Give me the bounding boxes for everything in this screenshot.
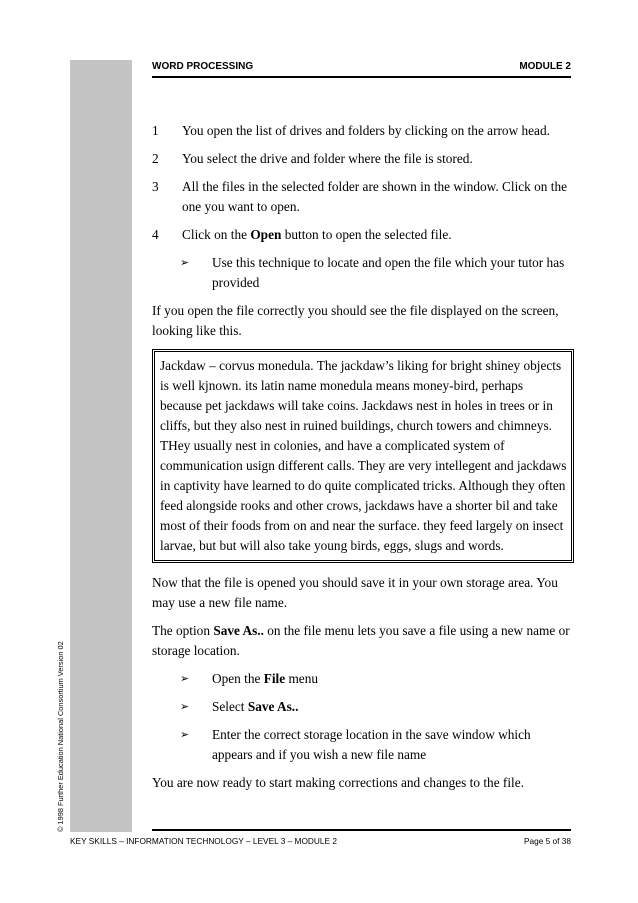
copyright-notice: © 1998 Further Education National Consortium Version 02 [56, 641, 65, 832]
step-item [152, 225, 572, 245]
arrow-bullet-icon: ➢ [180, 672, 190, 685]
save-as-pre: The option [152, 623, 214, 638]
open-button-ref: Open [250, 227, 282, 242]
step-item [152, 149, 572, 169]
step-text: You select the drive and folder where the file is stored. [182, 151, 473, 166]
side-bar [70, 60, 132, 832]
file-menu-ref: File [263, 671, 286, 686]
footer-rule [152, 829, 571, 831]
save-as-menu-ref: Save As.. [247, 699, 299, 714]
step-text: You open the list of drives and folders by clicking on the arrow head. [182, 123, 550, 138]
step-number: 1 [152, 123, 159, 138]
arrow-bullet-icon: ➢ [180, 256, 190, 269]
arrow-bullet-icon: ➢ [180, 700, 190, 713]
sample-file-box [152, 349, 574, 563]
bullet-text: Use this technique to locate and open the file which your tutor has provided [212, 255, 565, 290]
step-text-pre: Click on the [182, 227, 251, 242]
bullet-post: menu [285, 671, 318, 686]
paragraph-save-as [152, 621, 572, 661]
step-number: 3 [152, 179, 159, 194]
header-title: WORD PROCESSING [152, 61, 254, 72]
step-text: All the files in the selected folder are shown in the window. Click on the one you want to open. [182, 179, 568, 214]
bullet-item [152, 725, 572, 765]
bullet-item [152, 669, 572, 689]
paragraph-open: If you open the file correctly you should see the file displayed on the screen, looking like this. [152, 303, 559, 338]
bullet-text: Enter the correct storage location in the save window which appears and if you wish a new file name [212, 727, 531, 762]
save-as-post: on the file menu lets you save a file using a new name or storage location. [152, 623, 570, 658]
page-content [152, 121, 572, 801]
step-item [152, 177, 572, 217]
step-item [152, 121, 572, 141]
paragraph-save: Now that the file is opened you should save it in your own storage area. You may use a new file name. [152, 575, 558, 610]
step-text-post: button to open the selected file. [281, 227, 452, 242]
page-number: Page 5 of 38 [523, 836, 571, 846]
sample-file-text: Jackdaw – corvus monedula. The jackdaw’s liking for bright shiney objects is well kjnown. its latin name monedula means money-bird, perhaps because pet jackdaws will take coins. Jackdaws nest in holes in trees or in cliffs, but they also nest in ruined buildings, church towers and chimneys. THey usually nest in colonies, and have a complicated system of communication usign different calls. They are very intellegent and jackdaws in captivity have learned to do quite complicated tricks. Although they often feed alongside rooks and other crows, jackdaws have a shorter bil and take most of their foods from on and near the surface. they feed largely on insect larvae, but but will also take young birds, eggs, slugs and words. [160, 358, 567, 553]
page-footer [70, 834, 571, 848]
arrow-bullet-icon: ➢ [180, 728, 190, 741]
bullet-item [152, 253, 572, 293]
bullet-pre: Select [212, 699, 248, 714]
bullet-item [152, 697, 572, 717]
header-rule [152, 76, 571, 78]
step-number: 2 [152, 151, 159, 166]
step-number: 4 [152, 227, 159, 242]
page-header [152, 59, 571, 75]
bullet-pre: Open the [212, 671, 264, 686]
footer-course: KEY SKILLS – INFORMATION TECHNOLOGY – LEVEL 3 – MODULE 2 [70, 836, 337, 846]
paragraph-ready: You are now ready to start making corrections and changes to the file. [152, 775, 524, 790]
save-as-ref: Save As.. [213, 623, 264, 638]
header-module: MODULE 2 [519, 61, 571, 72]
